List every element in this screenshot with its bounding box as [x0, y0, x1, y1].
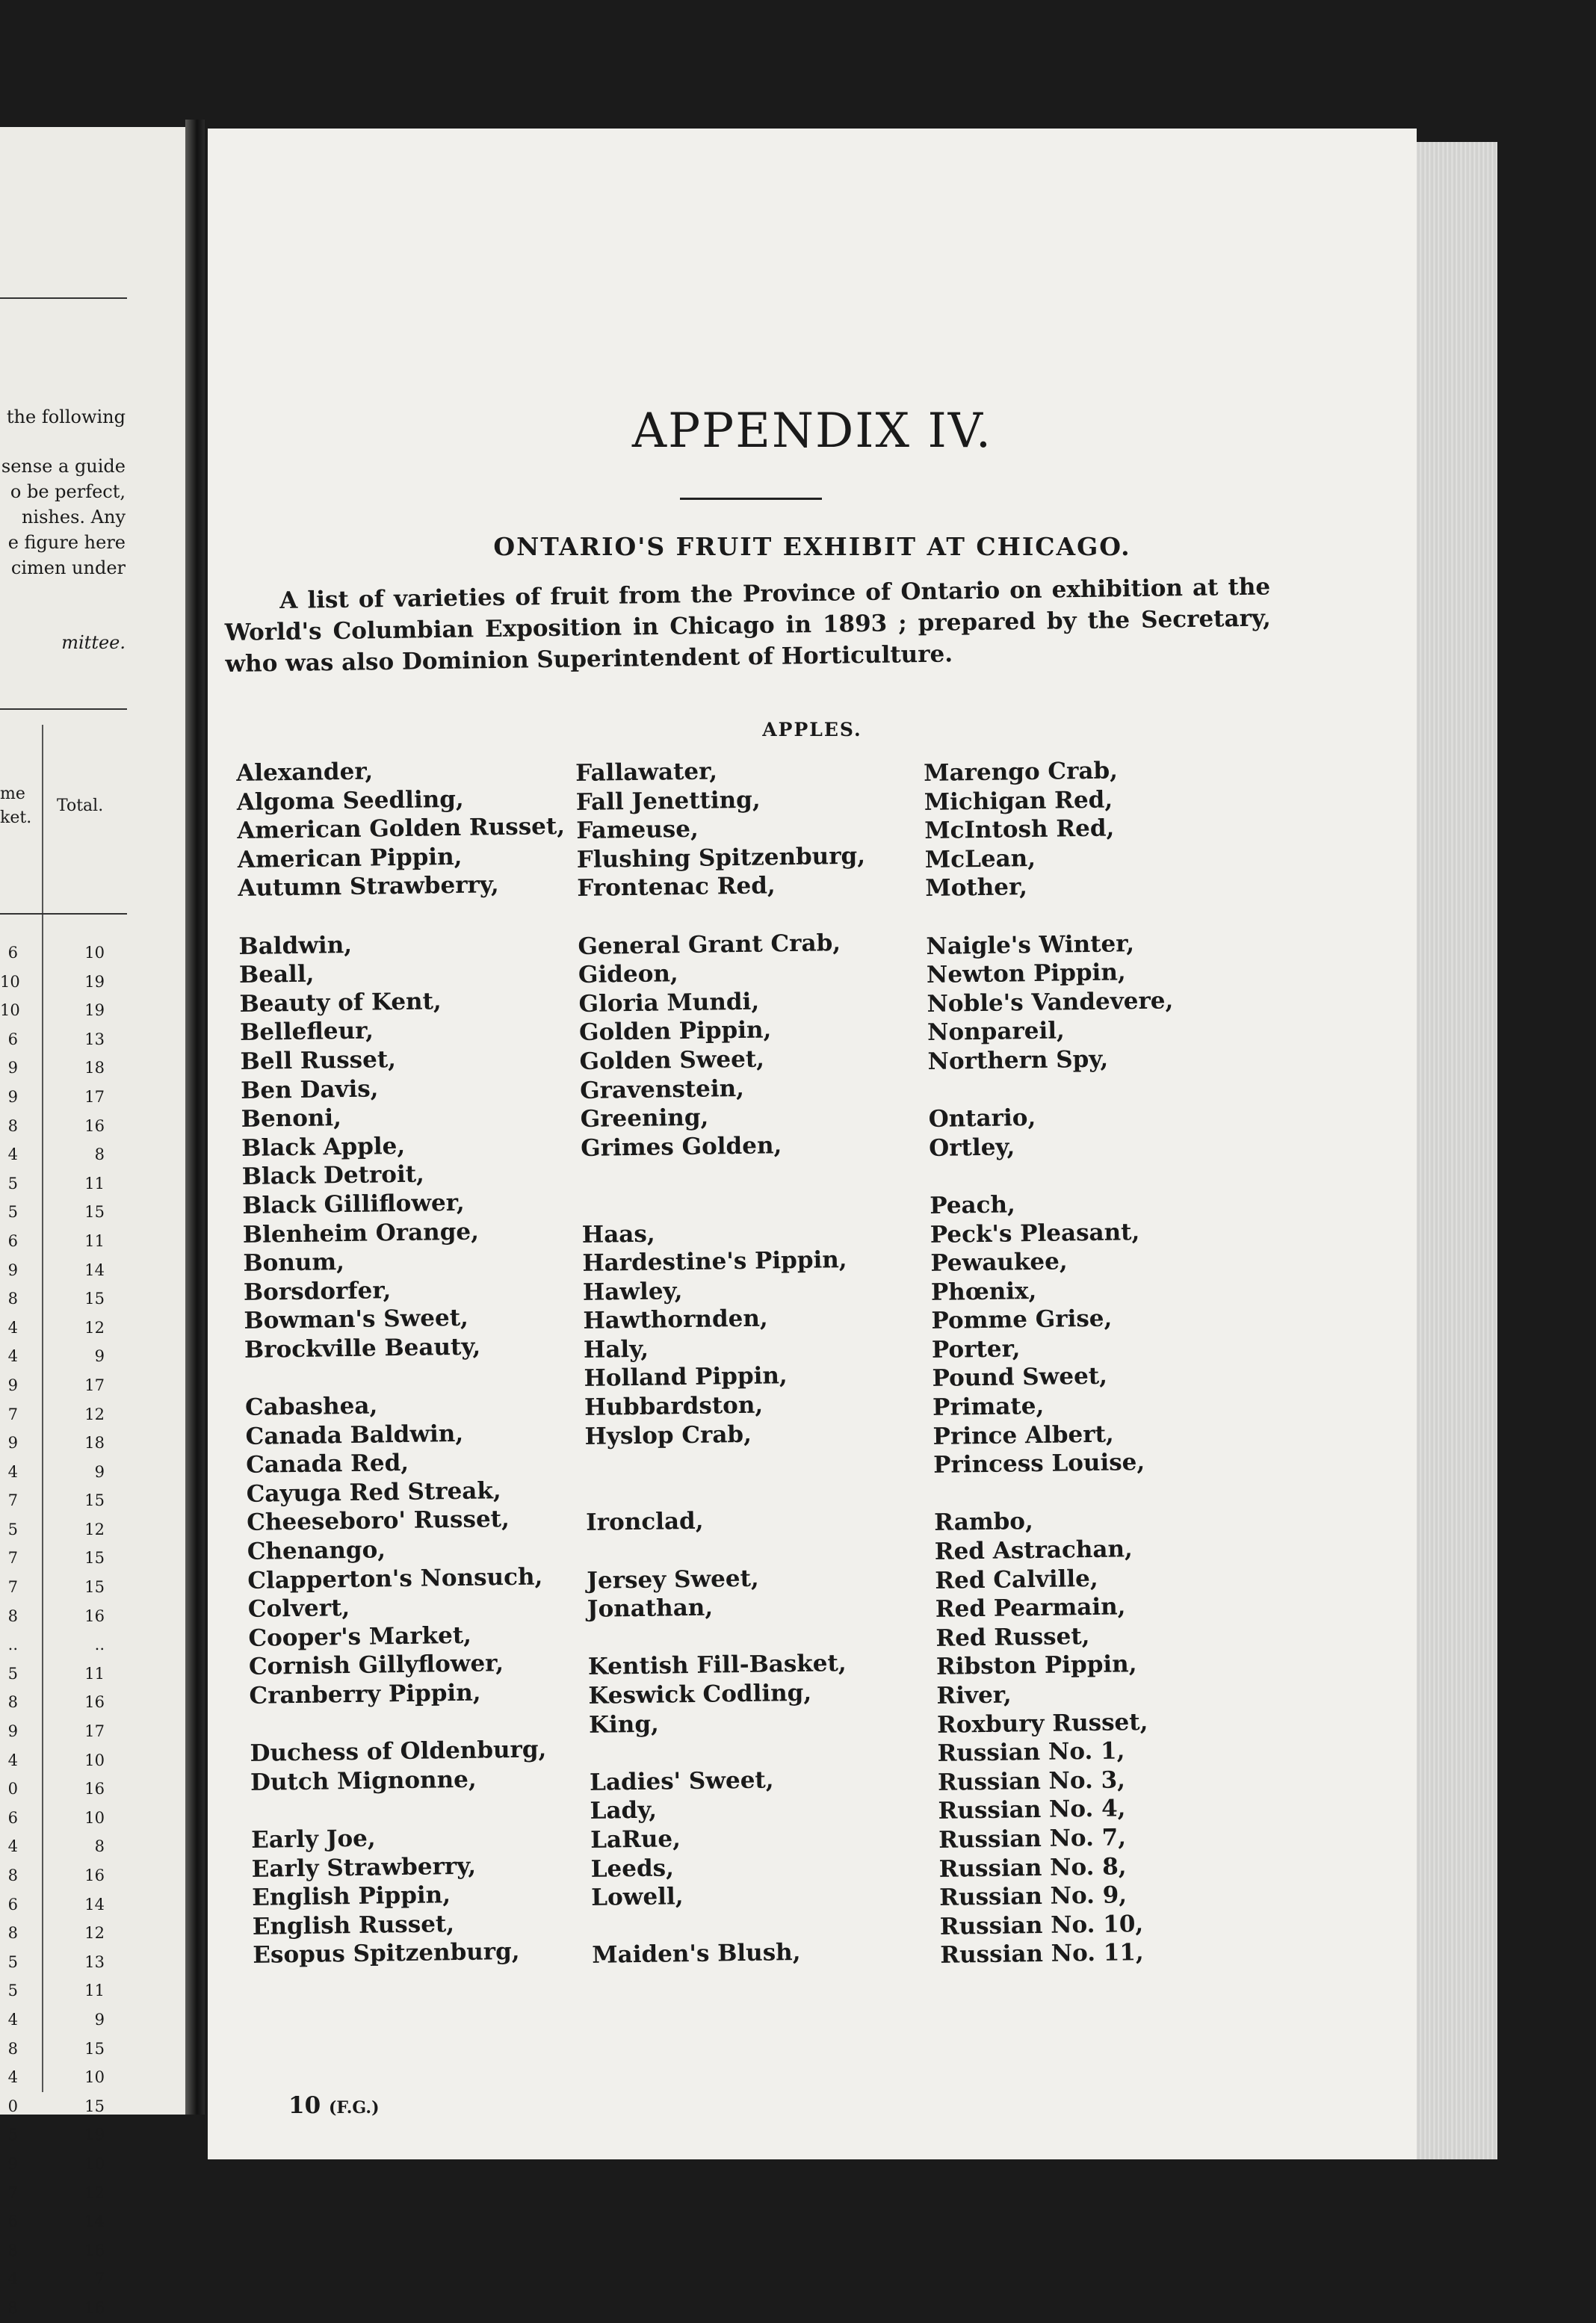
variety-item: Canada Baldwin, [245, 1420, 464, 1450]
table-cell: 6 [7, 1895, 18, 1914]
table-cell: 9 [7, 1722, 18, 1741]
page-signature [288, 2092, 379, 2119]
variety-item: Ladies' Sweet, [589, 1766, 774, 1796]
table-cell: 16 [84, 1866, 105, 1884]
table-cell: 9 [94, 1462, 105, 1481]
table-cell: 8 [7, 1290, 18, 1308]
exhibit-heading: ONTARIO'S FRUIT EXHIBIT AT CHICAGO. [493, 532, 1131, 561]
book-gutter [185, 120, 205, 2115]
variety-item: Newton Pippin, [926, 959, 1126, 989]
title-rule [680, 498, 822, 500]
list-spacer [578, 900, 867, 932]
variety-item: Pound Sweet, [932, 1363, 1108, 1393]
table-cell: 14 [84, 1895, 105, 1914]
table-cell: 10 [84, 2154, 105, 2173]
variety-item: Russian No. 3, [937, 1766, 1126, 1796]
variety-item: Leeds, [590, 1854, 675, 1883]
variety-item: Maiden's Blush, [592, 1939, 801, 1970]
variety-item: Jonathan, [587, 1594, 714, 1624]
variety-item: Dutch Mignonne, [250, 1766, 477, 1796]
table-cell: 9 [7, 2154, 18, 2173]
table-cell: 5 [7, 1982, 18, 2000]
table-cell: 8 [7, 1693, 18, 1712]
table-cell: 10 [84, 1808, 105, 1827]
table-cell: 10 [84, 1751, 105, 1769]
table-cell: 5 [7, 1520, 18, 1538]
variety-item: Fameuse, [576, 815, 699, 845]
variety-item: McIntosh Red, [924, 814, 1115, 845]
table-cell: 4 [7, 1145, 18, 1164]
variety-item: American Golden Russet, [237, 813, 566, 845]
table-cell: 9 [7, 1059, 18, 1077]
section-heading-apples: APPLES. [762, 719, 862, 740]
variety-item: Gideon, [578, 960, 678, 989]
table-cell: 13 [84, 1030, 105, 1048]
left-rule [0, 913, 127, 915]
table-cell: 6 [7, 1231, 18, 1250]
table-cell: 16 [84, 2298, 105, 2317]
variety-item: Lowell, [591, 1883, 684, 1912]
variety-item: Brockville Beauty, [244, 1333, 481, 1364]
variety-item: Greening, [580, 1104, 709, 1133]
variety-item: Peach, [930, 1191, 1016, 1219]
variety-item: Kentish Fill-Basket, [587, 1650, 847, 1681]
variety-item: Haly, [583, 1335, 649, 1364]
variety-item: Ribston Pippin, [935, 1651, 1137, 1681]
variety-item: Grimes Golden, [581, 1131, 782, 1162]
variety-item: Pewaukee, [930, 1248, 1068, 1278]
table-cell: 16 [84, 2241, 105, 2259]
variety-item: Nonpareil, [927, 1017, 1065, 1047]
table-cell: 19 [84, 1001, 105, 1020]
left-fragment: nishes. Any [21, 507, 126, 528]
variety-item: Marengo Crab, [924, 757, 1119, 787]
table-cell: 15 [84, 1203, 105, 1222]
variety-item: Porter, [931, 1335, 1021, 1364]
variety-item: Keswick Codling, [588, 1679, 812, 1710]
table-cell: 8 [94, 1837, 105, 1856]
intro-text: A list of varieties of fruit from the Province of Ontario on exhibition at the World's Columbian Exposition in Chicago in 1893 ; prepared by the Secretary, who was also Dominion Superintendent of Horticulture. [224, 573, 1271, 678]
variety-item: Ben Davis, [240, 1074, 379, 1104]
variety-item: Lady, [590, 1796, 658, 1825]
table-cell: 12 [84, 1405, 105, 1423]
variety-item: River, [936, 1681, 1012, 1710]
variety-item: Bowman's Sweet, [244, 1305, 469, 1335]
list-spacer [585, 1476, 874, 1509]
variety-item: Fallawater, [575, 758, 718, 787]
variety-item: Blenheim Orange, [242, 1218, 480, 1249]
list-spacer [926, 900, 1172, 932]
table-cell: 17 [84, 1722, 105, 1741]
variety-item: Red Russet, [935, 1622, 1090, 1652]
list-spacer [587, 1620, 876, 1653]
table-cell: 7 [7, 1405, 18, 1423]
table-cell: 16 [84, 1780, 105, 1798]
table-cell: 9 [94, 1347, 105, 1366]
table-cell: 16 [84, 1116, 105, 1135]
table-cell: 8 [7, 2241, 18, 2259]
variety-item: Ontario, [928, 1104, 1036, 1133]
variety-item: Russian No. 7, [938, 1824, 1127, 1854]
list-spacer [930, 1160, 1176, 1192]
variety-item: English Pippin, [252, 1881, 451, 1912]
variety-item: Peck's Pleasant, [930, 1218, 1140, 1249]
right-page [208, 129, 1417, 2159]
variety-item: Noble's Vandevere, [927, 987, 1174, 1018]
table-cell: 11 [84, 1231, 105, 1250]
variety-item: Canada Red, [245, 1450, 409, 1479]
variety-item: LaRue, [590, 1825, 681, 1854]
variety-item: Holland Pippin, [584, 1362, 788, 1393]
table-cell: 9 [7, 1376, 18, 1394]
list-spacer [933, 1476, 1180, 1509]
variety-item: Black Apple, [241, 1132, 406, 1162]
variety-item: Northern Spy, [927, 1045, 1109, 1075]
table-cell: 9 [7, 1087, 18, 1106]
table-cell: 8 [7, 2039, 18, 2058]
table-cell: 13 [84, 1952, 105, 1971]
variety-item: Bonum, [243, 1249, 345, 1278]
variety-item: Clapperton's Nonsuch, [247, 1563, 543, 1594]
variety-item: Russian No. 8, [938, 1852, 1127, 1883]
table-cell: 8 [94, 1145, 105, 1164]
variety-item: Alexander, [236, 758, 374, 787]
left-fragment: cimen under [10, 557, 126, 578]
table-cell: 4 [7, 1837, 18, 1856]
variety-item: English Russet, [252, 1910, 455, 1940]
variety-column-2 [575, 755, 881, 1970]
left-page-fragment [0, 127, 185, 2317]
variety-item: Primate, [932, 1392, 1045, 1421]
variety-item: Frontenac Red, [577, 872, 776, 903]
table-cell: 10 [84, 944, 105, 962]
table-cell: 10 [0, 1001, 20, 1020]
variety-item: Benoni, [241, 1104, 342, 1133]
variety-item: Russian No. 1, [937, 1737, 1125, 1768]
table-cell: 19 [84, 2126, 105, 2144]
variety-item: Hardestine's Pippin, [582, 1246, 847, 1278]
table-cell: 4 [7, 1318, 18, 1337]
table-cell: .. [7, 1636, 18, 1654]
variety-item: Autumn Strawberry, [238, 871, 499, 903]
table-cell: .. [94, 1636, 105, 1654]
table-cell: 8 [7, 1866, 18, 1884]
variety-item: Gravenstein, [579, 1074, 745, 1104]
variety-item: Esopus Spitzenburg, [253, 1938, 520, 1970]
table-cell: 17 [84, 1087, 105, 1106]
left-fragment: e figure here [7, 532, 126, 553]
page-edges [1417, 142, 1497, 2159]
table-cell: 8 [7, 1606, 18, 1625]
left-number-column [0, 938, 18, 2323]
table-cell: 8 [7, 2298, 18, 2317]
page-title: APPENDIX IV. [631, 403, 993, 459]
table-cell: 4 [7, 1347, 18, 1366]
variety-item: Fall Jenetting, [575, 786, 761, 816]
table-cell: 12 [84, 1924, 105, 1943]
variety-item: Algoma Seedling, [236, 785, 464, 816]
table-cell: 5 [7, 2126, 18, 2144]
list-spacer [581, 1187, 870, 1220]
variety-item: Jersey Sweet, [587, 1565, 759, 1594]
variety-item: McLean, [924, 844, 1036, 873]
variety-item: Ortley, [929, 1133, 1015, 1162]
variety-item: Golden Pippin, [578, 1016, 772, 1047]
variety-item: Russian No. 11, [940, 1939, 1144, 1970]
left-fragment: o be perfect, [10, 481, 126, 502]
variety-item: Borsdorfer, [243, 1276, 392, 1306]
table-cell: 7 [7, 1491, 18, 1510]
variety-column-3 [924, 755, 1187, 1970]
list-spacer [589, 1736, 878, 1769]
table-cell: 4 [7, 2010, 18, 2029]
table-cell: 14 [84, 1261, 105, 1279]
variety-item: Cooper's Market, [248, 1621, 472, 1652]
table-cell: 6 [7, 1808, 18, 1827]
table-cell: 15 [84, 2039, 105, 2058]
table-cell: 6 [7, 944, 18, 962]
table-cell: 10 [84, 2068, 105, 2087]
table-cell: 16 [84, 1606, 105, 1625]
variety-item: Haas, [581, 1220, 655, 1249]
table-cell: 15 [84, 1491, 105, 1510]
table-cell: 0 [7, 1780, 18, 1798]
table-cell: 7 [7, 1578, 18, 1597]
variety-item: Baldwin, [238, 931, 353, 960]
variety-item: Cranberry Pippin, [249, 1679, 481, 1710]
variety-item: Mother, [925, 873, 1028, 903]
list-spacer [592, 1908, 881, 1941]
table-cell: 12 [84, 1520, 105, 1538]
table-cell: 5 [7, 1174, 18, 1193]
variety-item: Black Gilliflower, [242, 1189, 465, 1219]
variety-item: Early Joe, [250, 1825, 376, 1854]
list-spacer [238, 899, 566, 932]
table-cell: 7 [7, 1549, 18, 1568]
table-cell: 12 [84, 2183, 105, 2202]
table-cell: 11 [84, 1982, 105, 2000]
table-cell: 18 [84, 1434, 105, 1453]
variety-item: Rambo, [934, 1508, 1034, 1537]
variety-item: Red Calville, [935, 1565, 1098, 1594]
variety-item: Prince Albert, [932, 1420, 1114, 1450]
variety-item: Russian No. 9, [939, 1881, 1128, 1912]
variety-item: Golden Sweet, [579, 1045, 765, 1075]
left-header: ket. [0, 808, 32, 827]
variety-item: Red Astrachan, [934, 1535, 1133, 1565]
table-cell: 15 [84, 1549, 105, 1568]
table-cell: 0 [7, 2097, 18, 2115]
intro-paragraph [224, 571, 1272, 680]
variety-item: King, [588, 1710, 660, 1739]
variety-item: Bell Russet, [240, 1045, 397, 1075]
table-cell: 8 [7, 1924, 18, 1943]
table-cell: 4 [7, 1462, 18, 1481]
table-cell: 10 [0, 972, 20, 991]
table-cell: 19 [84, 972, 105, 991]
table-cell: 14 [84, 2212, 105, 2231]
variety-item: Russian No. 4, [938, 1795, 1126, 1825]
table-cell: 5 [7, 1952, 18, 1971]
variety-item: Michigan Red, [924, 786, 1113, 816]
table-cell: 9 [94, 2010, 105, 2029]
table-cell: 15 [84, 1578, 105, 1597]
variety-item: Duchess of Oldenburg, [250, 1736, 547, 1768]
left-header: me [0, 785, 25, 803]
table-cell: 7 [7, 2183, 18, 2202]
page-number: 10 [288, 2092, 321, 2119]
list-spacer [250, 1706, 578, 1739]
table-cell: 5 [7, 1203, 18, 1222]
table-cell: 15 [84, 2097, 105, 2115]
table-cell: 9 [7, 1261, 18, 1279]
left-fragment: sense a guide [1, 456, 126, 477]
variety-item: Ironclad, [586, 1508, 704, 1537]
variety-item: Beall, [238, 960, 315, 989]
variety-item: Early Strawberry, [251, 1852, 477, 1883]
table-cell: 11 [84, 1664, 105, 1683]
table-cell: 7 [94, 2270, 105, 2289]
variety-item: Naigle's Winter, [926, 929, 1135, 960]
list-spacer [585, 1447, 874, 1480]
list-spacer [244, 1360, 572, 1394]
variety-item: Gloria Mundi, [578, 988, 760, 1018]
variety-item: Roxbury Russet, [936, 1708, 1148, 1739]
table-cell: 5 [7, 1664, 18, 1683]
signature-mark: (F.G.) [328, 2098, 380, 2118]
left-header: Total. [57, 796, 104, 815]
list-spacer [928, 1073, 1175, 1105]
variety-item: Cornish Gillyflower, [248, 1650, 504, 1681]
variety-item: Black Detroit, [241, 1160, 425, 1191]
table-cell: 9 [7, 1434, 18, 1453]
table-cell: 6 [7, 2212, 18, 2231]
variety-item: American Pippin, [237, 843, 463, 873]
left-rule [0, 708, 127, 710]
left-rule [0, 297, 127, 299]
table-cell: 16 [84, 1693, 105, 1712]
variety-item: Princess Louise, [932, 1449, 1145, 1479]
table-cell: 6 [7, 1030, 18, 1048]
variety-item: Phœnix, [930, 1277, 1037, 1306]
table-cell: 4 [7, 2068, 18, 2087]
variety-item: Cheeseboro' Russet, [247, 1506, 510, 1537]
variety-item: General Grant Crab, [578, 929, 841, 960]
table-cell: 15 [84, 1290, 105, 1308]
variety-item: Flushing Spitzenburg, [576, 842, 866, 873]
variety-item: Russian No. 10, [939, 1910, 1144, 1940]
table-cell: 17 [84, 1376, 105, 1394]
list-spacer [250, 1792, 578, 1826]
list-spacer [587, 1534, 876, 1567]
table-cell: 8 [7, 1116, 18, 1135]
variety-item: Beauty of Kent, [239, 987, 442, 1018]
variety-item: Chenango, [247, 1536, 386, 1565]
variety-item: Hubbardston, [584, 1391, 764, 1421]
variety-item: Pomme Grise, [931, 1305, 1113, 1335]
left-column-divider [42, 725, 43, 2092]
variety-item: Red Pearmain, [935, 1593, 1126, 1624]
variety-item: Bellefleur, [239, 1017, 374, 1047]
left-fragment: mittee. [61, 632, 126, 653]
variety-item: Hyslop Crab, [584, 1420, 752, 1450]
variety-item: Hawthornden, [583, 1305, 768, 1335]
table-cell: 4 [7, 2270, 18, 2289]
list-spacer [581, 1159, 870, 1192]
left-fragment: the following [6, 406, 126, 427]
table-cell: 4 [7, 1751, 18, 1769]
variety-item: Colvert, [247, 1594, 350, 1624]
variety-item: Hawley, [582, 1277, 683, 1306]
table-cell: 18 [84, 1059, 105, 1077]
left-total-column [60, 938, 105, 2323]
table-cell: 11 [84, 1174, 105, 1193]
variety-item: Cabashea, [244, 1392, 378, 1421]
table-cell: 12 [84, 1318, 105, 1337]
variety-column-1 [236, 755, 581, 1970]
variety-item: Cayuga Red Streak, [246, 1476, 501, 1508]
